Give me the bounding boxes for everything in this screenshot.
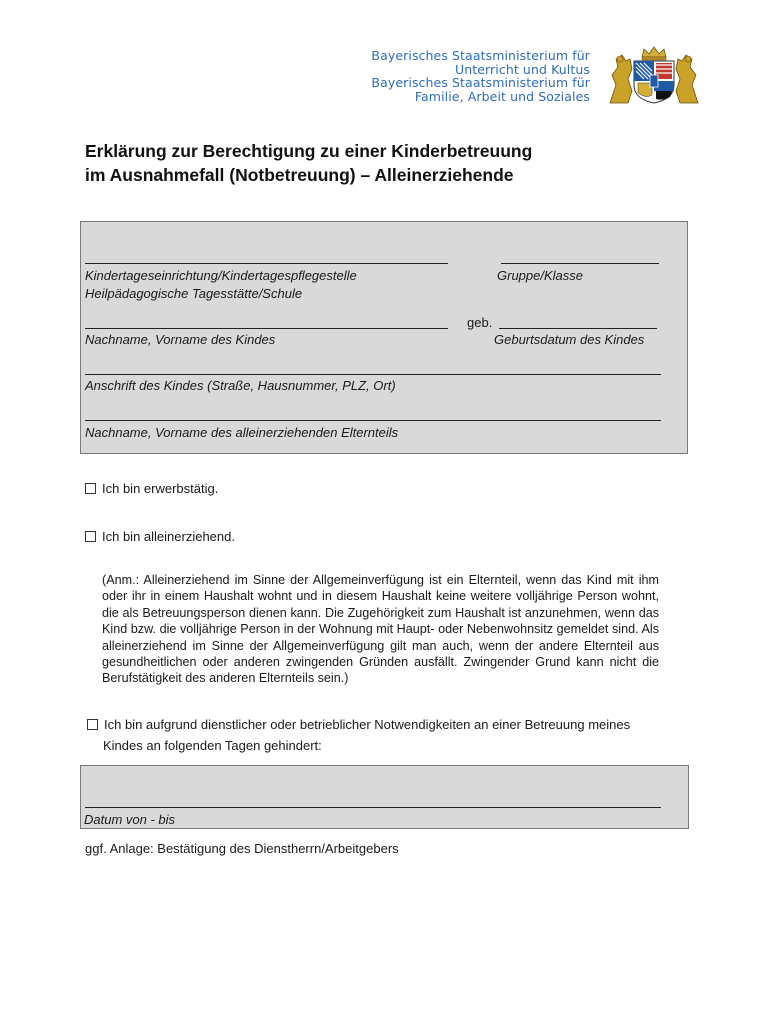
single-parent-option (85, 528, 235, 545)
ministry-line: Familie, Arbeit und Soziales (414, 88, 590, 104)
birthdate-label: Geburtsdatum des Kindes (494, 332, 645, 347)
child-name-label: Nachname, Vorname des Kindes (85, 332, 276, 347)
single-parent-note: (Anm.: Alleinerziehend im Sinne der Allgemeinverfügung ist ein Elternteil, wenn das Kind mit ihm oder ihr in einem Haushalt wohnt und in diesem Haushalt keine weitere volljährige Person wohnt, die als Betreuungsperson dienen kann. Die Zugehörigkeit zum Haushalt ist anzunehmen, wenn das Kind bzw. die volljährige Person in der Wohnung mit Haupt- oder Nebenwohnsitz gemeldet sind. Als alleinerziehend im Sinne der Allgemeinverfügung gilt man auch, wenn der andere Elternteil aus gesundheitlichen oder anderen zwingenden Gründen ausfällt. Zwingender Grund kann nicht die Berufstätigkeit des anderen Elternteils sein.) (102, 573, 659, 686)
single-parent-label: Ich bin alleinerziehend. (102, 529, 235, 544)
group-field[interactable] (501, 263, 659, 264)
group-label: Gruppe/Klasse (497, 268, 583, 283)
parent-name-field[interactable] (85, 420, 661, 421)
institution-label: Kindertageseinrichtung/Kindertagespflegestelle (85, 268, 357, 283)
duty-checkbox[interactable] (87, 719, 98, 730)
dates-form (80, 765, 689, 829)
title-line-2: im Ausnahmefall (Notbetreuung) – Alleinerziehende (85, 165, 514, 185)
parent-name-label: Nachname, Vorname des alleinerziehenden Elternteils (85, 425, 399, 440)
duty-label-line-2: Kindes an folgenden Tagen gehindert: (103, 738, 322, 753)
ministry-line: Unterricht und Kultus (454, 61, 590, 77)
address-field[interactable] (85, 374, 661, 375)
duty-label-line-1: Ich bin aufgrund dienstlicher oder betrieblicher Notwendigkeiten an einer Betreuung meines (104, 717, 631, 732)
institution-label-2: Heilpädagogische Tagesstätte/Schule (85, 286, 303, 301)
born-prefix: geb. (467, 315, 493, 330)
dates-field[interactable] (85, 807, 661, 808)
bavarian-coat-of-arms-icon (606, 45, 702, 105)
birthdate-field[interactable] (499, 328, 657, 329)
attachment-note: ggf. Anlage: Bestätigung des Dienstherrn/Arbeitgebers (85, 841, 399, 856)
single-parent-checkbox[interactable] (85, 531, 96, 542)
duty-option (87, 716, 630, 733)
title-line-1: Erklärung zur Berechtigung zu einer Kinderbetreuung (85, 141, 533, 161)
ministry-name (371, 49, 590, 103)
dates-label: Datum von - bis (84, 812, 176, 827)
document-title (85, 139, 532, 187)
child-name-field[interactable] (85, 328, 448, 329)
child-info-form (80, 221, 688, 454)
address-label: Anschrift des Kindes (Straße, Hausnummer, PLZ, Ort) (85, 378, 396, 393)
institution-field[interactable] (85, 263, 448, 264)
employed-checkbox[interactable] (85, 483, 96, 494)
employed-option (85, 480, 218, 497)
ministry-line: Bayerisches Staatsministerium für (371, 48, 590, 63)
ministry-line: Bayerisches Staatsministerium für (371, 75, 590, 90)
employed-label: Ich bin erwerbstätig. (102, 481, 219, 496)
